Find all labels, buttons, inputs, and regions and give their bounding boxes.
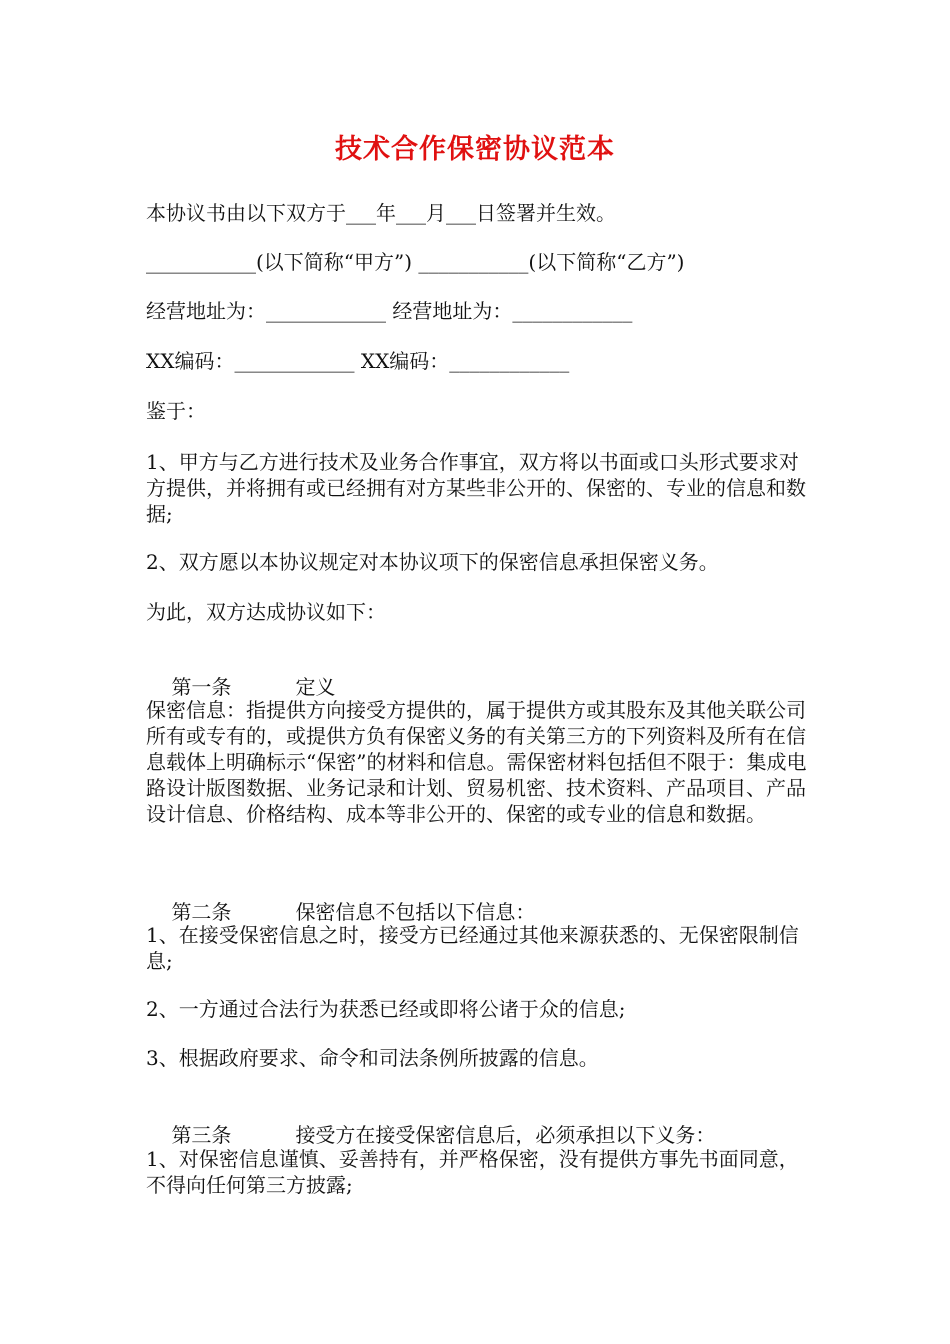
article-1-number: 第一条	[171, 675, 232, 699]
article-2-number: 第二条	[171, 900, 232, 924]
whereas-heading: 鉴于：	[146, 399, 206, 423]
code-line: XX编码：____________ XX编码：____________	[146, 349, 570, 373]
parties-line: ___________(以下简称“甲方”) ___________(以下简称“乙方”)	[146, 250, 685, 274]
article-2-item-2: 2、一方通过合法行为获悉已经或即将公诸于众的信息;	[146, 997, 626, 1021]
article-2-item-1: 1、在接受保密信息之时，接受方已经通过其他来源获悉的、无保密限制信息;	[146, 923, 799, 973]
article-2-item-3: 3、根据政府要求、命令和司法条例所披露的信息。	[146, 1046, 599, 1070]
whereas-item-2: 2、双方愿以本协议规定对本协议项下的保密信息承担保密义务。	[146, 550, 719, 574]
document-title: 技术合作保密协议范本	[335, 134, 615, 165]
intro-paragraph: 本协议书由以下双方于___年___月___日签署并生效。	[146, 201, 616, 225]
article-3-title: 接受方在接受保密信息后，必须承担以下义务：	[295, 1123, 716, 1147]
article-1-title: 定义	[295, 675, 336, 699]
article-3-number: 第三条	[171, 1123, 232, 1147]
article-1-body: 保密信息：指提供方向接受方提供的，属于提供方或其股东及其他关联公司所有或专有的，或提供方负有保密义务的有关第三方的下列资料及所有在信息载体上明确标示“保密”的材料和信息。需保密材料包括但不限于：集成电路设计版图数据、业务记录和计划、贸易机密、技术资料、产品项目、产品设计信息、价格结构、成本等非公开的、保密的或专业的信息和数据。	[146, 698, 807, 826]
address-line: 经营地址为：____________ 经营地址为：____________	[146, 299, 633, 323]
article-3-item-1: 1、对保密信息谨慎、妥善持有，并严格保密，没有提供方事先书面同意，不得向任何第三方披露;	[146, 1147, 799, 1197]
article-2-title: 保密信息不包括以下信息：	[295, 900, 536, 924]
whereas-item-1: 1、甲方与乙方进行技术及业务合作事宜，双方将以书面或口头形式要求对方提供，并将拥有或已经拥有对方某些非公开的、保密的、专业的信息和数据;	[146, 450, 806, 526]
agreement-line: 为此，双方达成协议如下：	[146, 600, 386, 624]
